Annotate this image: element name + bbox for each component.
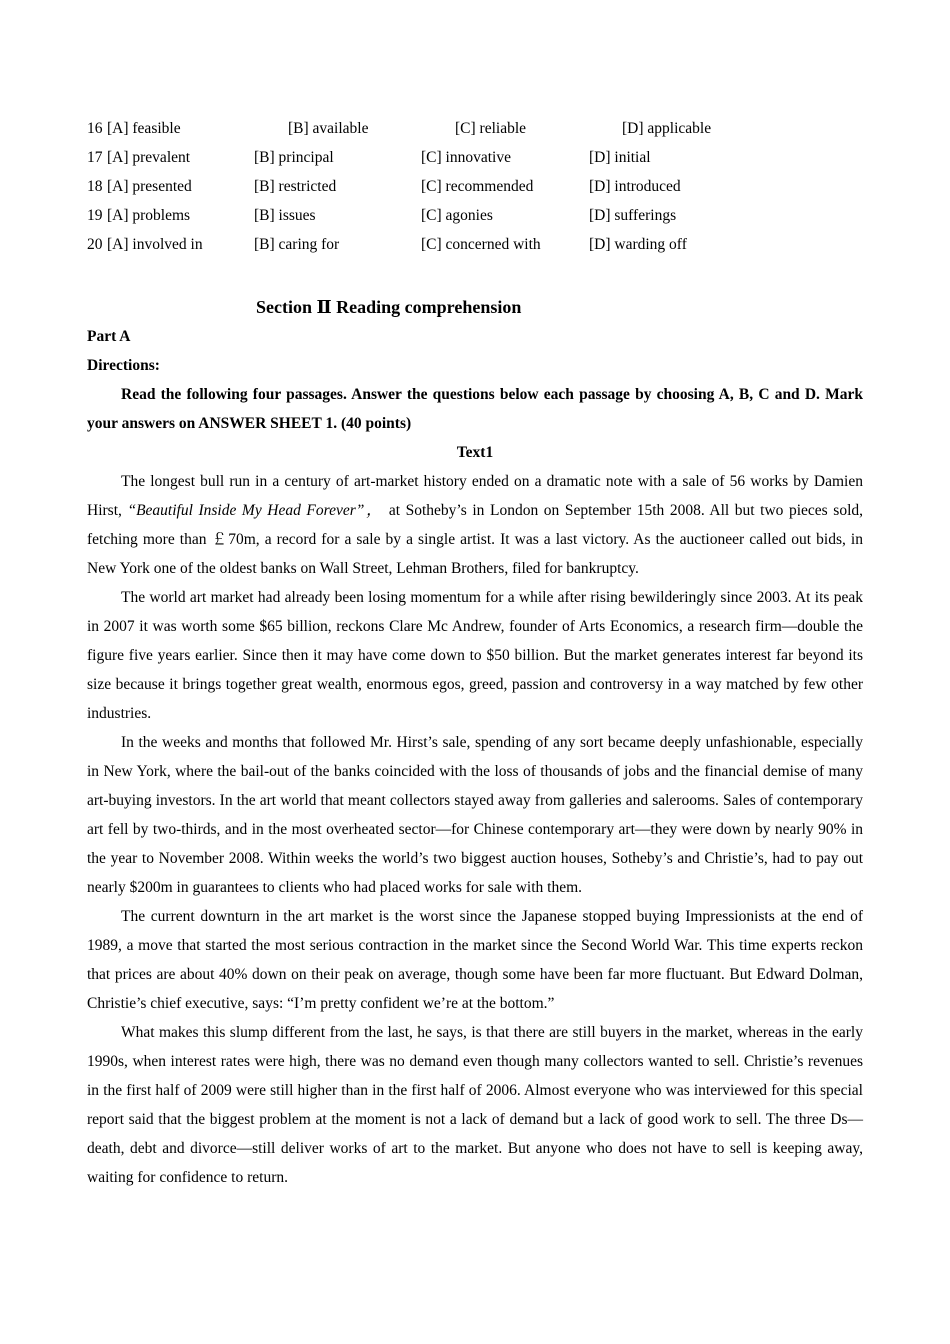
option-a: [A] involved in [107, 236, 203, 253]
directions-text: Read the following four passages. Answer the questions below each passage by choosing A, B, C and D. Mark your answers on ANSWER SHEET 1. (40 points) [87, 386, 863, 432]
document-page [87, 114, 863, 1192]
question-number: 16 [87, 120, 103, 137]
option-b: [B] issues [254, 207, 316, 224]
option-d: [D] initial [589, 149, 651, 166]
question-row-17 [87, 143, 863, 172]
paragraph-4: The current downturn in the art market is the worst since the Japanese stopped buying Impressionists at the end of 1989, a move that started the most serious contraction in the market since the Second World War. This time experts reckon that prices are about 40% down on their peak on average, though some have been far more fluctuant. But Edward Dolman, Christie’s chief executive, says: “I’m pretty confident we’re at the bottom.” [87, 908, 863, 1012]
option-c: [C] concerned with [421, 236, 541, 253]
part-label: Part A [87, 328, 131, 345]
option-a: [A] prevalent [107, 149, 191, 166]
question-number: 18 [87, 178, 103, 195]
option-d: [D] introduced [589, 178, 681, 195]
text-title: Text1 [456, 444, 494, 461]
option-a: [A] presented [107, 178, 192, 195]
option-b: [B] caring for [254, 236, 340, 253]
directions-label: Directions: [87, 357, 160, 374]
option-b: [B] available [288, 120, 369, 137]
option-c: [C] recommended [421, 178, 534, 195]
option-d: [D] warding off [589, 236, 687, 253]
paragraph-1-after: at Sotheby’s in London on September 15th 2008. All but two pieces sold, fetching more than ￡70m, a record for a sale by a single artist. It was a last victory. As the auctioneer called out bids, in New York one of the oldest banks on Wall Street, Lehman Brothers, filed for bankruptcy. [87, 502, 863, 577]
question-row-16 [87, 114, 863, 143]
question-number: 20 [87, 236, 103, 253]
paragraph-2: The world art market had already been losing momentum for a while after rising bewilderingly since 2003. At its peak in 2007 it was worth some $65 billion, reckons Clare Mc Andrew, founder of Arts Economics, a research firm—double the figure five years earlier. Since then it may have come down to $50 billion. But the market generates interest far beyond its size because it brings together great wealth, enormous egos, greed, passion and controversy in a way matched by few other industries. [87, 589, 863, 722]
option-c: [C] agonies [421, 207, 493, 224]
option-a: [A] problems [107, 207, 191, 224]
option-a: [A] feasible [107, 120, 181, 137]
paragraph-1-before: The longest bull run in a century of art-market history ended on a dramatic note with a sale of 56 works by Damien Hirst, [87, 473, 863, 519]
option-b: [B] restricted [254, 178, 337, 195]
question-row-20 [87, 230, 863, 259]
option-d: [D] applicable [622, 120, 712, 137]
question-number: 17 [87, 149, 103, 166]
question-row-19 [87, 201, 863, 230]
paragraph-3: In the weeks and months that followed Mr. Hirst’s sale, spending of any sort became deeply unfashionable, especially in New York, where the bail-out of the banks coincided with the loss of thousands of jobs and the financial demise of many art-buying investors. In the art world that meant collectors stayed away from galleries and salerooms. Sales of contemporary art fell by two-thirds, and in the most overheated sector—for Chinese contemporary art—they were down by nearly 90% in the year to November 2008. Within weeks the world’s two biggest auction houses, Sotheby’s and Christie’s, had to pay out nearly $200m in guarantees to clients who had placed works for sale with them. [87, 734, 863, 896]
artwork-title: “Beautiful Inside My Head Forever”， [127, 502, 384, 519]
paragraph-5: What makes this slump different from the last, he says, is that there are still buyers in the market, whereas in the early 1990s, when interest rates were high, there was no demand even though many collectors wanted to sell. Christie’s revenues in the first half of 2009 were still higher than in the first half of 2006. Almost everyone who was interviewed for this special report said that the biggest problem at the moment is not a lack of demand but a lack of good work to sell. The three Ds—death, debt and divorce—still deliver works of art to the market. But anyone who does not have to sell is keeping away, waiting for confidence to return. [87, 1024, 863, 1186]
option-c: [C] innovative [421, 149, 511, 166]
option-b: [B] principal [254, 149, 334, 166]
section-title: Section Ⅱ Reading comprehension [256, 297, 522, 317]
paragraph-1 [87, 467, 863, 583]
option-d: [D] sufferings [589, 207, 677, 224]
question-row-18 [87, 172, 863, 201]
option-c: [C] reliable [455, 120, 527, 137]
question-number: 19 [87, 207, 103, 224]
